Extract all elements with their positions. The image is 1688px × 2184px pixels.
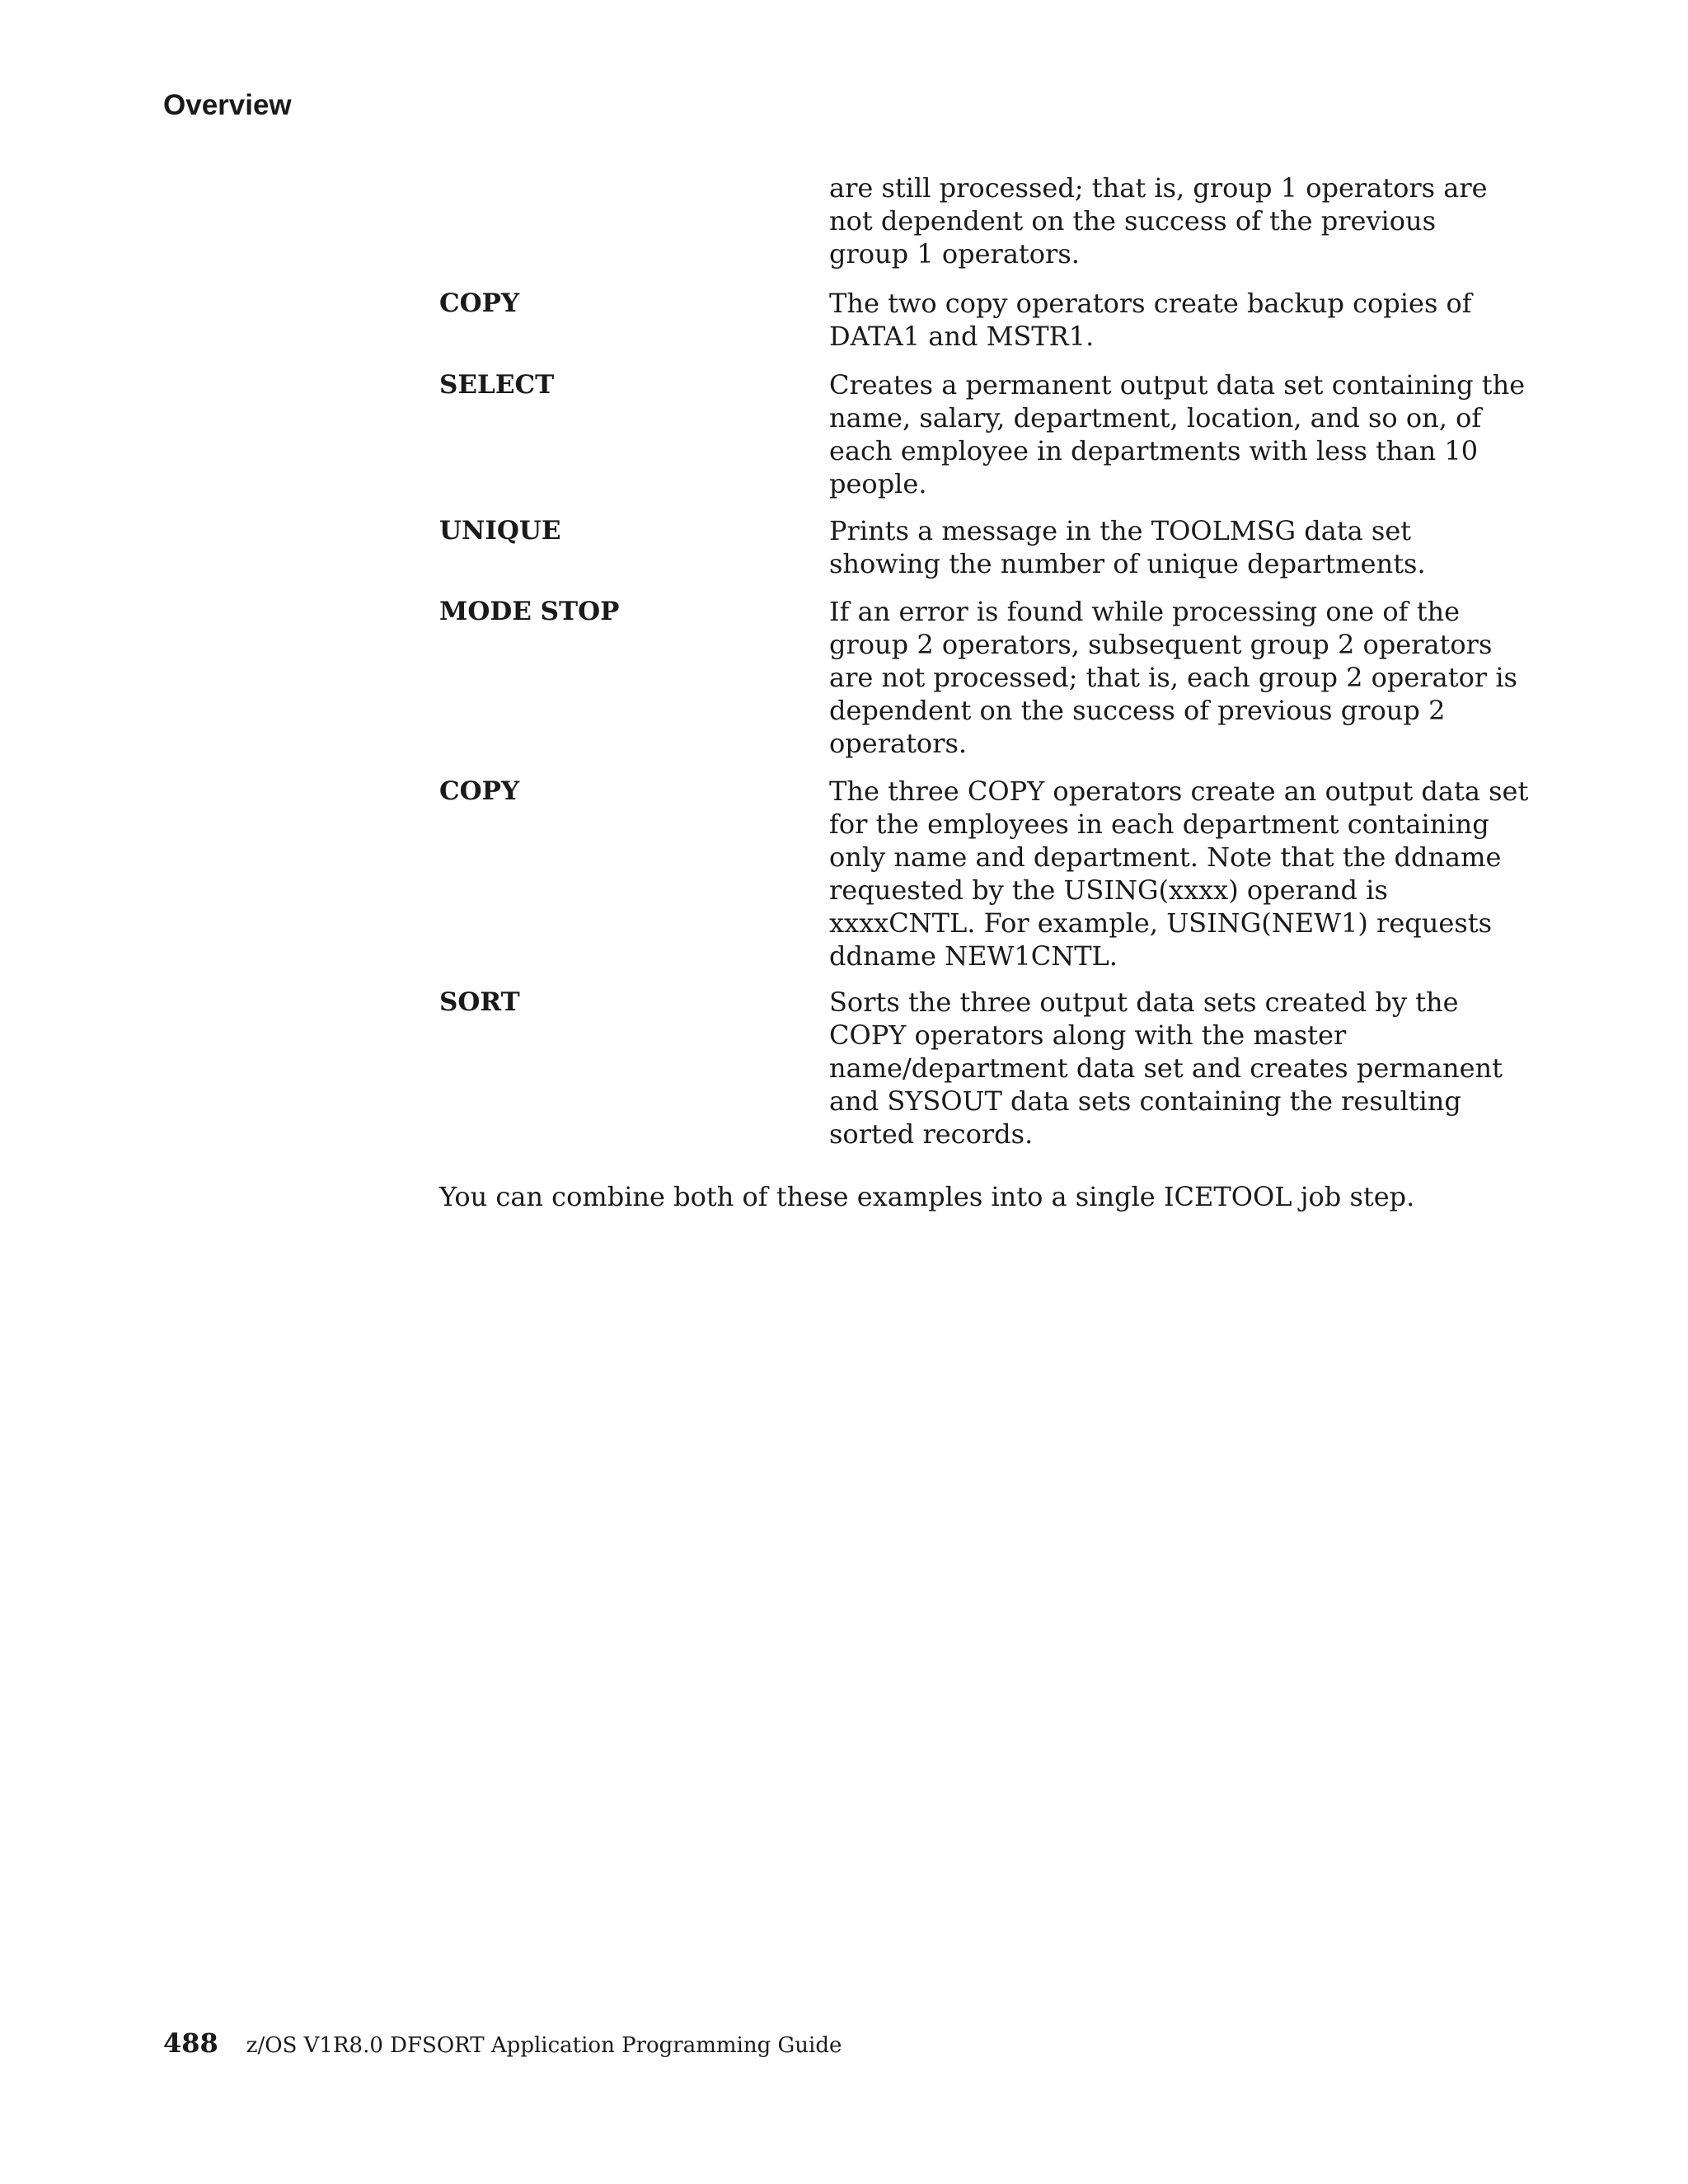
definition-description: [829, 775, 1529, 972]
text-line: Sorts the three output data sets created by the: [829, 987, 1459, 1018]
definition-term: UNIQUE: [439, 516, 561, 546]
definition-description: [829, 368, 1526, 500]
definition-description: [829, 986, 1505, 1151]
definition-description: [829, 595, 1517, 760]
text-line: COPY operators along with the master: [829, 1019, 1347, 1051]
definition-term: MODE STOP: [439, 597, 620, 626]
definition-description: [829, 514, 1505, 580]
text-line: name/department data set and creates permanent: [829, 1052, 1503, 1084]
text-line: Prints a message in the TOOLMSG data set: [829, 515, 1412, 546]
definition-term: COPY: [439, 776, 520, 806]
section-header: Overview: [163, 89, 292, 121]
page-number: 488: [163, 2027, 218, 2059]
text-line: DATA1 and MSTR1.: [829, 321, 1095, 352]
text-line: operators.: [829, 728, 968, 759]
text-line: ddname NEW1CNTL.: [829, 940, 1118, 972]
definition-term: SORT: [439, 987, 520, 1017]
page-footer: [163, 2027, 842, 2059]
definition-term: SELECT: [439, 370, 555, 400]
continuation-text: [829, 171, 1505, 270]
text-line: The three COPY operators create an output data set: [829, 776, 1529, 807]
text-line: If an error is found while processing one of the: [829, 596, 1461, 627]
text-line: people.: [829, 468, 927, 499]
text-line: name, salary, department, location, and so on, of: [829, 402, 1482, 434]
summary-paragraph: You can combine both of these examples into a single ICETOOL job step.: [439, 1181, 1415, 1212]
book-title: z/OS V1R8.0 DFSORT Application Programming Guide: [246, 2033, 842, 2058]
text-line: not dependent on the success of the previous: [829, 205, 1437, 237]
definition-term: COPY: [439, 288, 520, 318]
text-line: only name and department. Note that the ddname: [829, 841, 1502, 873]
text-line: sorted records.: [829, 1118, 1034, 1150]
text-line: are still processed; that is, group 1 operators are: [829, 172, 1488, 204]
text-line: are not processed; that is, each group 2 operator is: [829, 662, 1517, 693]
text-line: dependent on the success of previous group 2: [829, 695, 1446, 726]
text-line: group 1 operators.: [829, 238, 1080, 269]
text-line: for the employees in each department containing: [829, 808, 1489, 840]
text-line: requested by the USING(xxxx) operand is: [829, 874, 1388, 906]
text-line: group 2 operators, subsequent group 2 operators: [829, 629, 1493, 660]
text-line: showing the number of unique departments.: [829, 548, 1426, 579]
text-line: The two copy operators create backup copies of: [829, 288, 1472, 319]
text-line: xxxxCNTL. For example, USING(NEW1) requests: [829, 907, 1493, 939]
definition-description: [829, 287, 1505, 353]
text-line: Creates a permanent output data set containing the: [829, 369, 1526, 401]
text-line: and SYSOUT data sets containing the resulting: [829, 1085, 1461, 1117]
text-line: each employee in departments with less than 10: [829, 435, 1479, 466]
